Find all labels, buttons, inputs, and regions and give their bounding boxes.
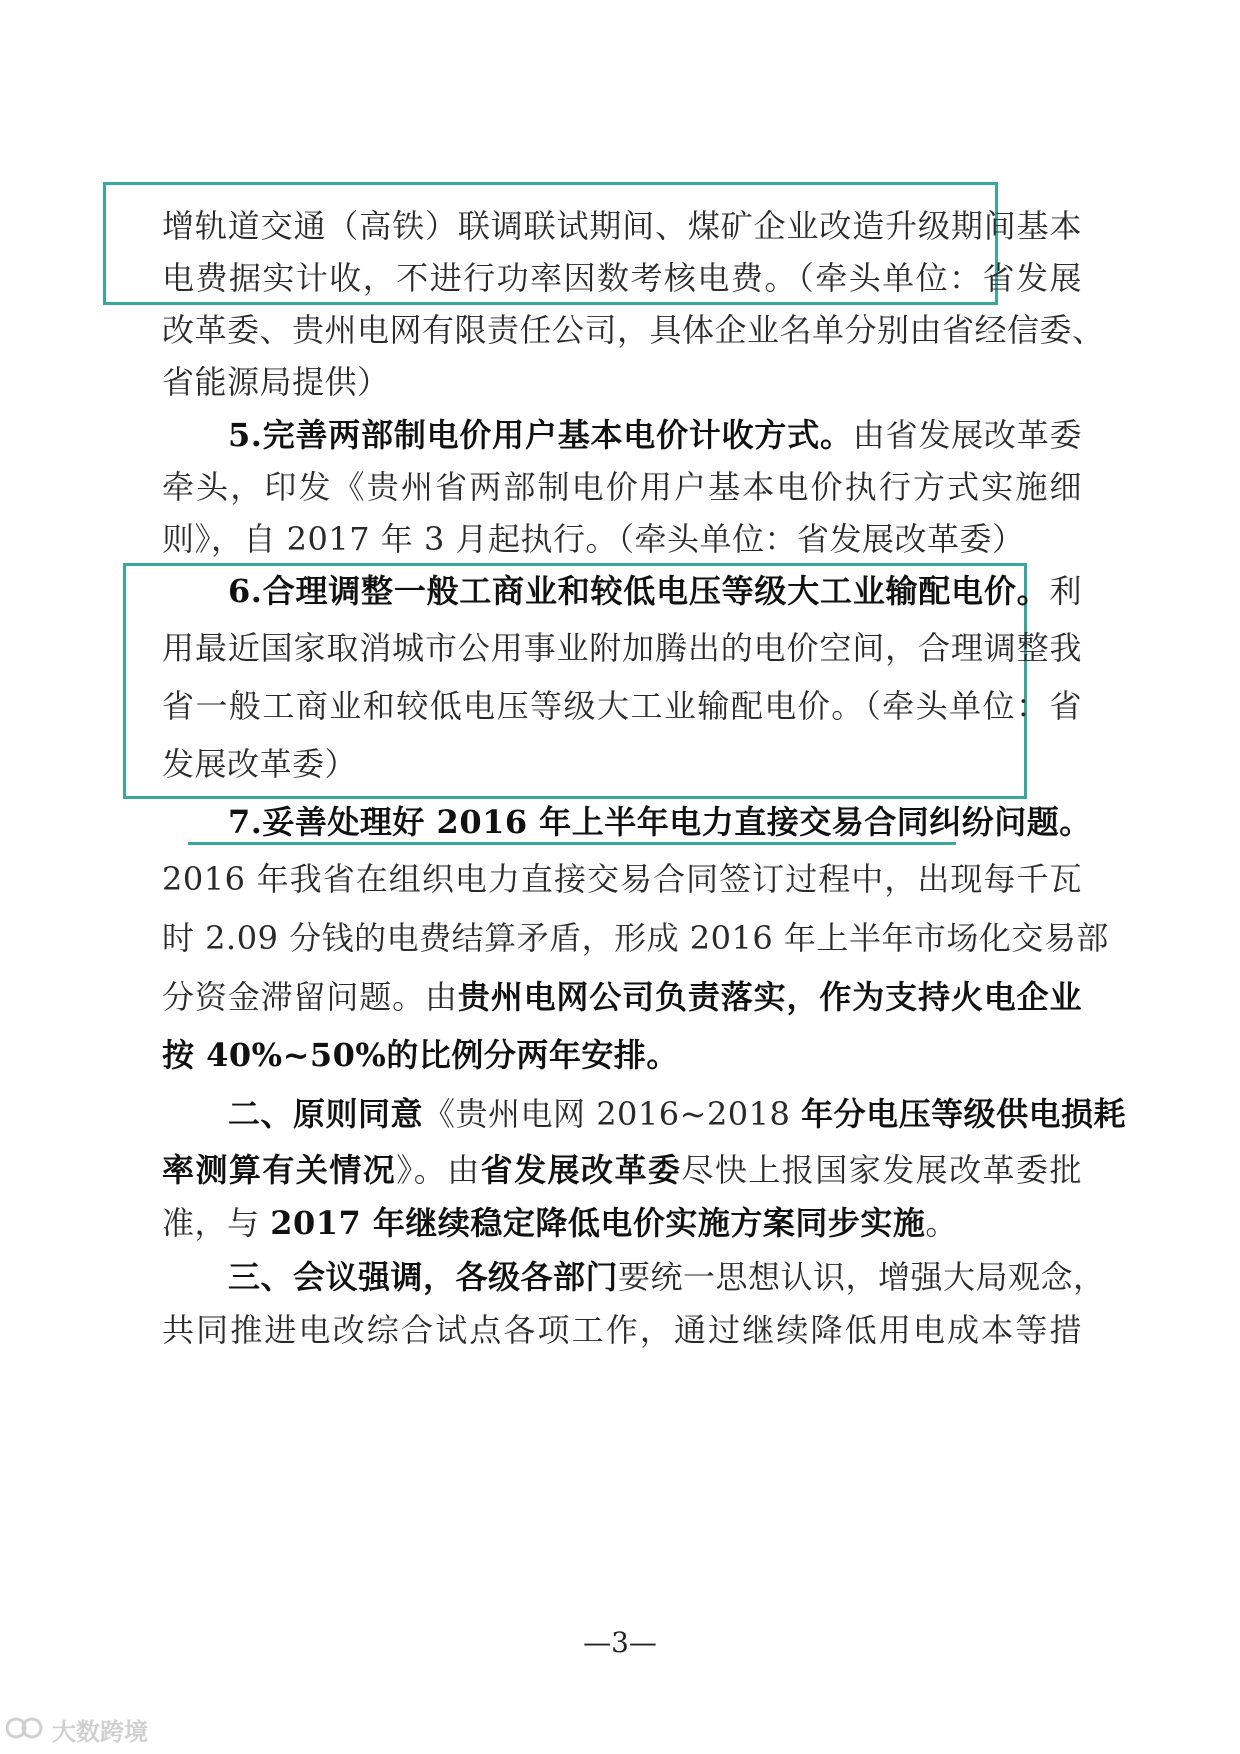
watermark-text: 大数跨境 <box>52 1718 148 1746</box>
text-line <box>162 1310 1082 1350</box>
text-segment: 共同推进电改综合试点各项工作，通过继续降低用电成本等措 <box>162 1311 1082 1349</box>
page-number: —3— <box>583 1626 657 1659</box>
text-segment: 时 2.09 分钱的电费结算矛盾，形成 2016 年上半年市场化交易部 <box>162 919 1109 957</box>
text-segment: 《贵州电网 2016~2018 <box>423 1095 802 1133</box>
text-segment: 要统一思想认识，增强大局观念， <box>618 1258 1106 1296</box>
bold-text-segment: 7.妥善处理好 2016 年上半年电力直接交易合同纠纷问题。 <box>228 803 1092 841</box>
text-line <box>162 519 1082 559</box>
text-segment: 改革委、贵州电网有限责任公司，具体企业名单分别由省经信委、 <box>162 311 1105 349</box>
text-line <box>162 258 1082 298</box>
bold-text-segment: 省发展改革委 <box>480 1151 682 1189</box>
text-line <box>162 859 1082 899</box>
text-line <box>228 1094 1127 1134</box>
text-line <box>162 310 1105 350</box>
text-segment: 由省发展改革委 <box>852 416 1082 454</box>
text-line <box>162 744 1082 784</box>
text-line <box>162 1203 1082 1243</box>
text-segment: 用最近国家取消城市公用事业附加腾出的电价空间，合理调整我 <box>162 629 1082 667</box>
text-segment: 利 <box>1049 572 1082 610</box>
text-line <box>162 918 1109 958</box>
text-segment: 》。由 <box>396 1151 481 1189</box>
text-line <box>162 362 1082 402</box>
text-segment: 发展改革委） <box>162 745 358 783</box>
text-line <box>162 686 1082 726</box>
text-line <box>162 628 1082 668</box>
bold-text-segment: 贵州电网公司负责落实，作为支持火电企业 <box>457 978 1082 1016</box>
highlight-underline <box>188 842 956 845</box>
text-line <box>162 1035 1082 1075</box>
bold-text-segment: 年分电压等级供电损耗 <box>801 1095 1127 1133</box>
text-segment: 分资金滞留问题。由 <box>162 978 458 1016</box>
text-segment: 。 <box>925 1204 958 1242</box>
bold-text-segment: 5.完善两部制电价用户基本电价计收方式。 <box>228 416 853 454</box>
text-segment: 增轨道交通（高铁）联调联试期间、煤矿企业改造升级期间基本 <box>162 207 1082 245</box>
text-line <box>228 802 1092 842</box>
text-line <box>162 1150 1082 1190</box>
text-segment: 则》，自 2017 年 3 月起执行。（牵头单位：省发展改革委） <box>162 520 1025 558</box>
text-line <box>228 571 1082 611</box>
text-segment: 电费据实计收，不进行功率因数考核电费。（牵头单位：省发展 <box>162 259 1082 297</box>
watermark <box>6 1712 148 1747</box>
text-segment: 省一般工商业和较低电压等级大工业输配电价。（牵头单位：省 <box>162 687 1082 725</box>
bold-text-segment: 二、原则同意 <box>228 1095 424 1133</box>
bold-text-segment: 三、会议强调，各级各部门 <box>228 1258 619 1296</box>
text-line <box>162 206 1082 246</box>
text-segment: 牵头，印发《贵州省两部制电价用户基本电价执行方式实施细 <box>162 468 1082 506</box>
bold-text-segment: 按 40%~50%的比例分两年安排。 <box>162 1036 679 1074</box>
bold-text-segment: 率测算有关情况 <box>162 1151 397 1189</box>
text-segment: 准，与 <box>162 1204 271 1242</box>
text-segment: 2016 年我省在组织电力直接交易合同签订过程中，出现每千瓦 <box>162 860 1082 898</box>
watermark-logo-icon <box>6 1714 46 1746</box>
text-line <box>228 415 1082 455</box>
text-line <box>162 977 1082 1017</box>
text-segment: 尽快上报国家发展改革委批 <box>681 1151 1082 1189</box>
text-line <box>162 467 1082 507</box>
bold-text-segment: 2017 年继续稳定降低电价实施方案同步实施 <box>270 1204 926 1242</box>
text-segment: 省能源局提供） <box>162 363 390 401</box>
text-line <box>228 1257 1106 1297</box>
bold-text-segment: 6.合理调整一般工商业和较低电压等级大工业输配电价。 <box>228 572 1050 610</box>
